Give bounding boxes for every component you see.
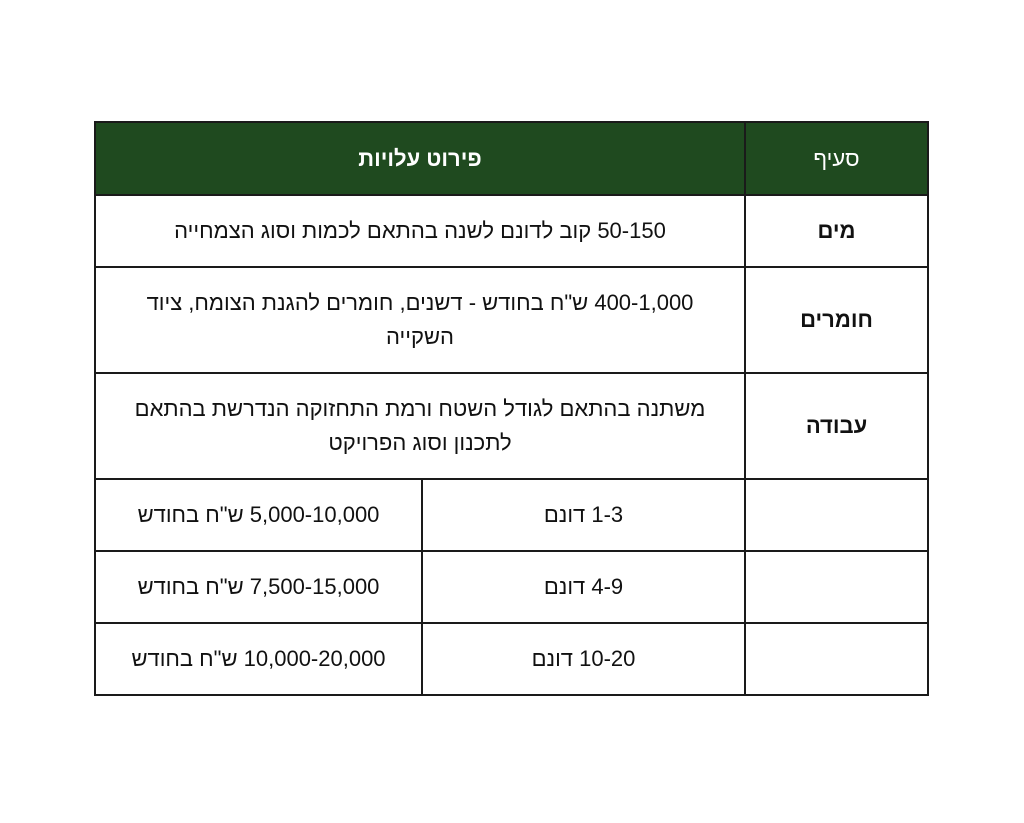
- table-row-materials: [95, 267, 928, 373]
- labor-cost-cell: 5,000-10,000 ש"ח בחודש: [95, 479, 422, 551]
- cost-table-container: [96, 121, 929, 696]
- row-text-materials: 400-1,000 ש"ח בחודש - דשנים, חומרים להגנת הצומח, ציוד השקייה: [95, 267, 745, 373]
- table-header-row: [95, 122, 928, 195]
- header-cost-breakdown: פירוט עלויות: [95, 122, 745, 195]
- table-row-labor: [95, 373, 928, 479]
- labor-cost-cell: 10,000-20,000 ש"ח בחודש: [95, 623, 422, 695]
- labor-area-cell: 4-9 דונם: [422, 551, 745, 623]
- row-label-water: מים: [745, 195, 928, 267]
- labor-breakdown-row: [95, 551, 928, 623]
- table-row-water: [95, 195, 928, 267]
- header-section: סעיף: [745, 122, 928, 195]
- labor-empty-cell: [745, 623, 928, 695]
- row-label-labor: עבודה: [745, 373, 928, 479]
- row-text-labor: משתנה בהתאם לגודל השטח ורמת התחזוקה הנדרשת בהתאם לתכנון וסוג הפרויקט: [95, 373, 745, 479]
- cost-table: [94, 121, 929, 696]
- labor-breakdown-row: [95, 623, 928, 695]
- labor-area-cell: 10-20 דונם: [422, 623, 745, 695]
- labor-area-cell: 1-3 דונם: [422, 479, 745, 551]
- labor-breakdown-row: [95, 479, 928, 551]
- labor-empty-cell: [745, 479, 928, 551]
- row-label-materials: חומרים: [745, 267, 928, 373]
- labor-empty-cell: [745, 551, 928, 623]
- row-text-water: 50-150 קוב לדונם לשנה בהתאם לכמות וסוג הצמחייה: [95, 195, 745, 267]
- labor-cost-cell: 7,500-15,000 ש"ח בחודש: [95, 551, 422, 623]
